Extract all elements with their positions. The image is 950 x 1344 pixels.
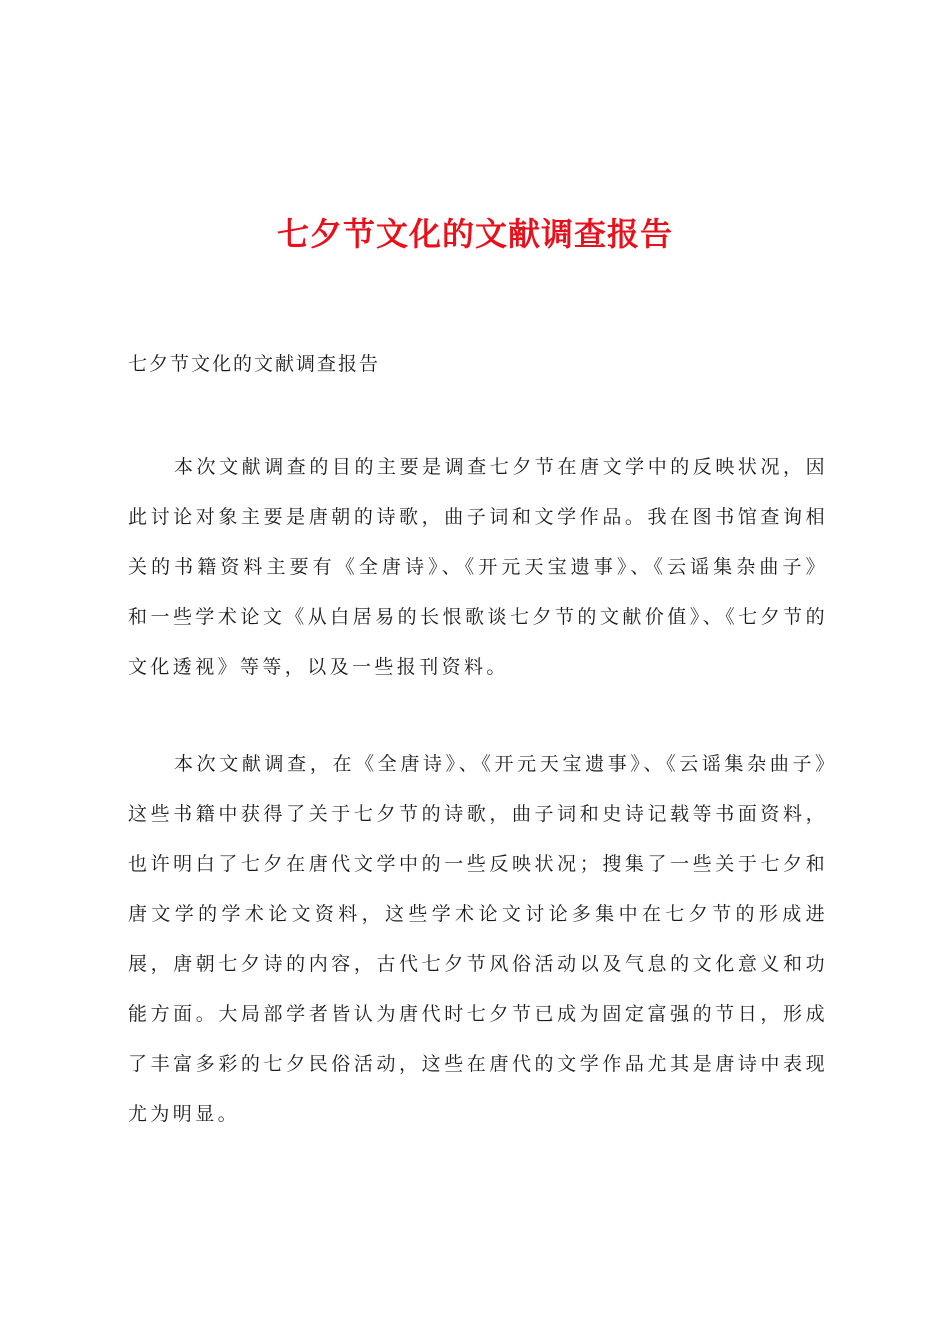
document-subtitle: 七夕节文化的文献调查报告	[128, 353, 381, 375]
body-paragraph-1: 本次文献调查的目的主要是调查七夕节在唐文学中的反映状况，因此讨论对象主要是唐朝的诗歌，曲子词和文学作品。我在图书馆查询相关的书籍资料主要有《全唐诗》、《开元天宝遗事》、《云谣集杂曲子》和一些学术论文《从白居易的长恨歌谈七夕节的文献价值》、《七夕节的文化透视》等等，以及一些报刊资料。	[128, 456, 828, 678]
document-title: 七夕节文化的文献调查报告	[276, 215, 673, 253]
body-paragraph-2: 本次文献调查，在《全唐诗》、《开元天宝遗事》、《云谣集杂曲子》这些书籍中获得了关于七夕节的诗歌，曲子词和史诗记载等书面资料，也许明白了七夕在唐代文学中的一些反映状况；搜集了一些关于七夕和唐文学的学术论文资料，这些学术论文讨论多集中在七夕节的形成进展，唐朝七夕诗的内容，古代七夕节风俗活动以及气息的文化意义和功能方面。大局部学者皆认为唐代时七夕节已成为固定富强的节日，形成了丰富多彩的七夕民俗活动，这些在唐代的文学作品尤其是唐诗中表现尤为明显。	[128, 753, 828, 1125]
